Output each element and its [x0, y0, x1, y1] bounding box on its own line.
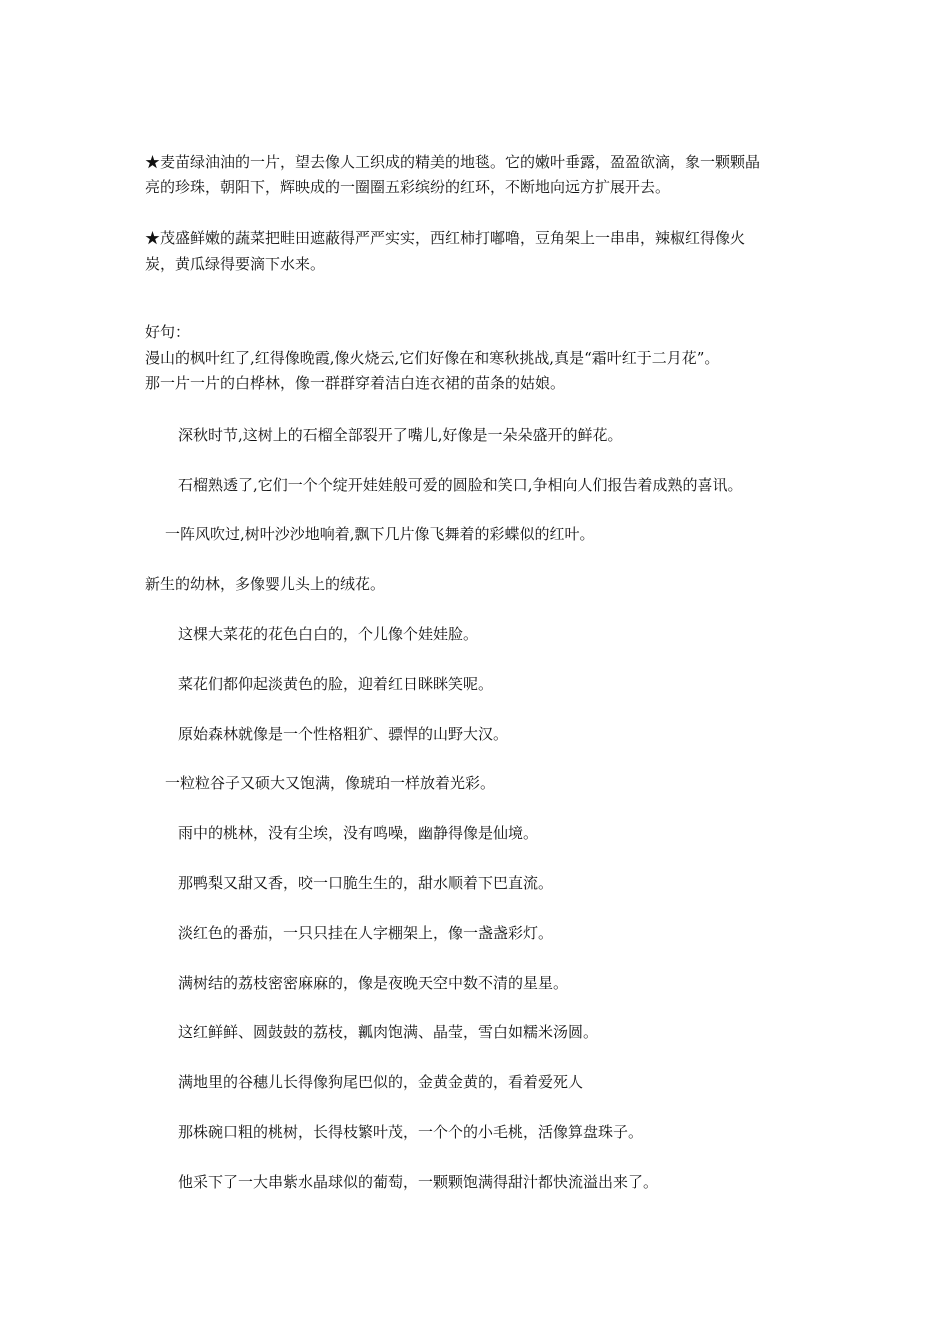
- sentence: 满地里的谷穗儿长得像狗尾巴似的，金黄金黄的，看着爱死人: [178, 1073, 584, 1091]
- intro-paragraph-2-line-2: 炭，黄瓜绿得要滴下水来。: [145, 255, 326, 273]
- sentence: 一粒粒谷子又硕大又饱满，像琥珀一样放着光彩。: [165, 774, 496, 792]
- intro-paragraph-2-line-1: ★茂盛鲜嫩的蔬菜把畦田遮蔽得严严实实，西红柿打嘟噜，豆角架上一串串，辣椒红得像火: [145, 229, 746, 247]
- sentence: 那一片一片的白桦林，像一群群穿着洁白连衣裙的苗条的姑娘。: [145, 374, 566, 392]
- sentence: 这红鲜鲜、圆鼓鼓的荔枝，瓤肉饱满、晶莹，雪白如糯米汤圆。: [178, 1023, 599, 1041]
- sentence: 一阵风吹过,树叶沙沙地响着,飘下几片像飞舞着的彩蝶似的红叶。: [165, 525, 595, 543]
- sentence: 那株碗口粗的桃树，长得枝繁叶茂，一个个的小毛桃，活像算盘珠子。: [178, 1123, 644, 1141]
- sentence: 那鸭梨又甜又香，咬一口脆生生的，甜水顺着下巴直流。: [178, 874, 554, 892]
- sentence: 新生的幼林，多像婴儿头上的绒花。: [145, 575, 386, 593]
- intro-paragraph-1-line-2: 亮的珍珠，朝阳下，辉映成的一圈圈五彩缤纷的红环，不断地向远方扩展开去。: [145, 178, 671, 196]
- sentence: 漫山的枫叶红了,红得像晚霞,像火烧云,它们好像在和寒秋挑战,真是“霜叶红于二月花”。: [145, 349, 720, 367]
- sentence: 原始森林就像是一个性格粗犷、骠悍的山野大汉。: [178, 725, 509, 743]
- sentence: 淡红色的番茄，一只只挂在人字棚架上，像一盏盏彩灯。: [178, 924, 554, 942]
- sentence: 深秋时节,这树上的石榴全部裂开了嘴儿,好像是一朵朵盛开的鲜花。: [178, 426, 623, 444]
- sentence: 雨中的桃林，没有尘埃，没有鸣噪，幽静得像是仙境。: [178, 824, 539, 842]
- intro-paragraph-1-line-1: ★麦苗绿油油的一片，望去像人工织成的精美的地毯。它的嫩叶垂露，盈盈欲滴，象一颗颗晶: [145, 153, 761, 171]
- sentence: 这棵大菜花的花色白白的，个儿像个娃娃脸。: [178, 625, 479, 643]
- sentence: 他采下了一大串紫水晶球似的葡萄，一颗颗饱满得甜汁都快流溢出来了。: [178, 1173, 659, 1191]
- sentence: 满树结的荔枝密密麻麻的，像是夜晚天空中数不清的星星。: [178, 974, 569, 992]
- section-heading: 好句：: [145, 323, 191, 341]
- sentence: 石榴熟透了,它们一个个绽开娃娃般可爱的圆脸和笑口,争相向人们报告着成熟的喜讯。: [178, 476, 743, 494]
- sentence: 菜花们都仰起淡黄色的脸，迎着红日眯眯笑呢。: [178, 675, 494, 693]
